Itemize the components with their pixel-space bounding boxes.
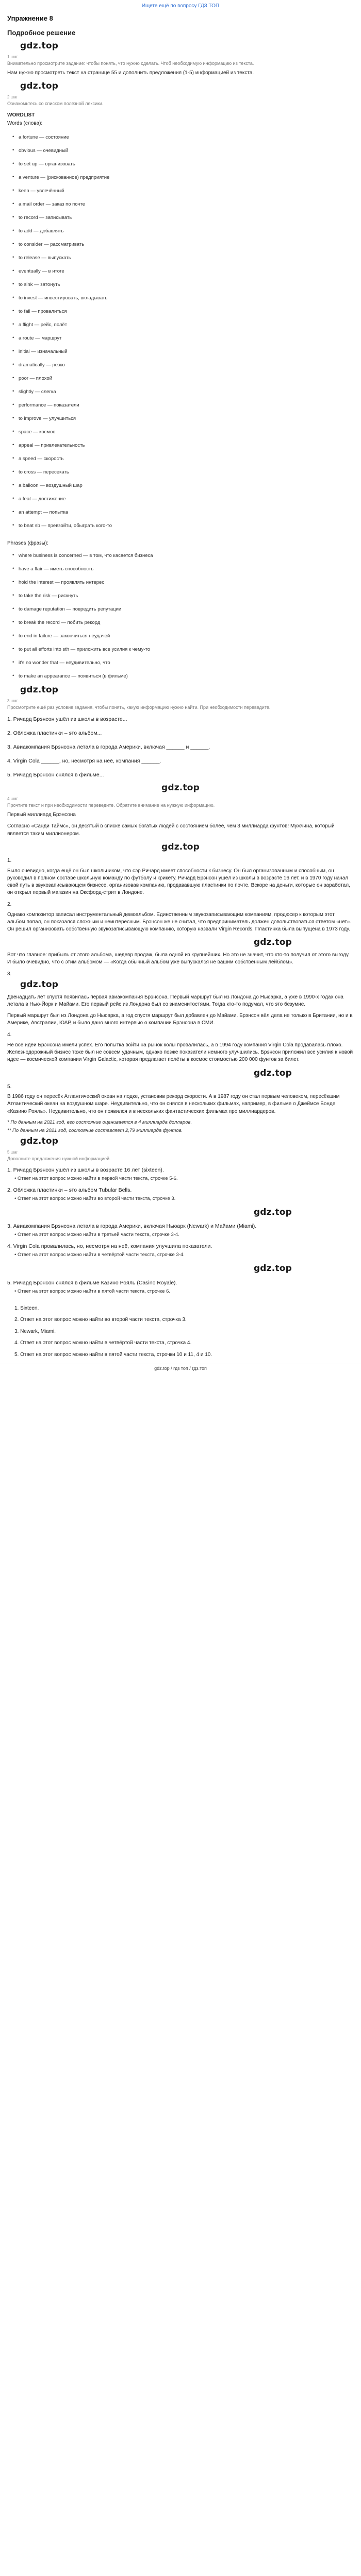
reading-paragraph: Не все идеи Брэнсона имели успех. Его попытка войти на рынок колы провалилась, а в 1994 году компания Virgin Cola продавалась плохо. Железнодорожный бизнес тоже был не совсем удачным, однако позже показатели немного улучшились. Брэнсон приложил все усилия к новой идее — космической компании Virgin Galactic, которая предлагает полёты в космос стоимостью 200 000 фунтов за билет. — [7, 1042, 353, 1063]
top-link-bar — [0, 0, 361, 13]
list-item: • to beat sb — превзойти, обыграть кого-то — [14, 520, 354, 533]
list-item: • performance — показатели — [14, 399, 354, 413]
answer-line: 2. Ответ на этот вопрос можно найти во второй части текста, строчка 3. — [14, 1317, 187, 1323]
footnote: * По данным на 2021 год, его состояние оценивается в 4 миллиарда долларов. — [7, 1119, 192, 1125]
list-item: • to damage reputation — повредить репутации — [14, 603, 354, 617]
answer-line: 4. Ответ на этот вопрос можно найти в четвёртой части текста, строчка 4. — [14, 1340, 192, 1346]
answer-line: 3. Newark, Miami. — [14, 1328, 56, 1334]
watermark: gdz.top — [20, 40, 59, 51]
watermark: gdz.top — [253, 1207, 292, 1218]
footnote: ** По данным на 2021 год, состояние составляет 2,79 миллиарда фунтов. — [7, 1127, 183, 1133]
step-1-label: 1 шаг — [7, 54, 18, 59]
main-content — [0, 14, 361, 1361]
list-item: • eventually — в итоге — [14, 265, 354, 279]
step-5-note: Дополните предложения нужной информацией. — [7, 1156, 111, 1161]
answer-explanation: • Ответ на этот вопрос можно найти во второй части текста, строчке 3. — [14, 1196, 354, 1202]
task-item: 2. Обложка пластинки – это альбом... — [7, 730, 102, 736]
solution-title: Подробное решение — [7, 29, 76, 37]
list-item: • appeal — привлекательность — [14, 439, 354, 453]
list-item: • to sink — затонуть — [14, 279, 354, 292]
list-item: • dramatically — резко — [14, 359, 354, 372]
answer-sentence: 5. Ричард Брэнсон снялся в фильме Казино Рояль (Casino Royale). — [7, 1279, 177, 1286]
list-item: • hold the interest — проявлять интерес — [14, 577, 354, 590]
list-item: • a mail order — заказ по почте — [14, 198, 354, 212]
list-item: • to consider — рассматривать — [14, 239, 354, 252]
list-item: • a flight — рейс, полёт — [14, 319, 354, 332]
watermark: gdz.top — [161, 782, 200, 793]
reading-paragraph: Двенадцать лет спустя появилась первая авиакомпания Брэнсона. Первый маршрут был из Лондона до Ньюарка, а уже в 1990-х годах она летала в Нью-Йорк и Майами. Его первый рейс из Лондона был со знаменитостями. Тогда кто-то подумал, что это безумие. — [7, 994, 343, 1007]
watermark: gdz.top — [253, 937, 292, 948]
task-list — [7, 713, 354, 783]
reading-intro: Согласно «Санди Таймс», он десятый в списке самых богатых людей с состоянием более, чем 3 миллиарда фунтов! Мужчина, который является таким миллионером. — [7, 823, 335, 837]
list-item: • a feat — достижение — [14, 493, 354, 506]
list-item: • to break the record — побить рекорд — [14, 617, 354, 630]
step-2-label: 2 шаг — [7, 95, 18, 100]
list-item: • a fortune — состояние — [14, 131, 354, 145]
reading-title: Первый миллиард Брэнсона — [7, 812, 76, 818]
list-item: • to invest — инвестировать, вкладывать — [14, 292, 354, 306]
list-item: • a speed — скорость — [14, 453, 354, 466]
list-item: • an attempt — попытка — [14, 506, 354, 520]
list-item: • to take the risk — рискнуть — [14, 590, 354, 603]
watermark: gdz.top — [20, 979, 59, 990]
list-item: • to put all efforts into sth — приложить все усилия к чему-то — [14, 643, 354, 657]
step-4-note: Прочтите текст и при необходимости переведите. Обратите внимание на нужную информацию. — [7, 802, 215, 808]
words-heading: Words (слова): — [7, 121, 43, 127]
reading-paragraph: Вот что главное: прибыль от этого альбома, шедевр продаж, была одной из крупнейших. Но это не значит, что кто-то получил от этого выгоду. И было очевидно, что с этим альбомом — «Когда обычный альбом уже выпускался не вашим собственным лейблом». — [7, 952, 350, 965]
list-item: • space — космос — [14, 426, 354, 439]
reading-paragraph: В 1986 году он пересёк Атлантический океан на лодке, установив рекорд скорости. А в 1987 году он стал первым человеком, пересёкшим Атлантический океан на воздушном шаре. Неудивительно, что он снялся в нескольких фильмах, например, в фильме о Джеймсе Бонде «Казино Рояль». Неудивительно, что он появился и в нескольких фантастических фильмах про миллиардеров. — [7, 1094, 340, 1114]
paragraph-number: 4. — [7, 1032, 12, 1038]
watermark: gdz.top — [253, 1067, 292, 1078]
list-item: • to set up — организовать — [14, 158, 354, 172]
wordlist-title: WORDLIST — [7, 112, 35, 118]
words-list — [7, 131, 354, 533]
list-item: • to record — записывать — [14, 212, 354, 225]
watermark: gdz.top — [20, 1136, 59, 1146]
answer-explanation: • Ответ на этот вопрос можно найти в первой части текста, строчке 5-6. — [14, 1176, 354, 1182]
watermark: gdz.top — [161, 841, 200, 852]
paragraph-number: 3. — [7, 971, 12, 977]
watermark: gdz.top — [20, 81, 59, 92]
task-item: 1. Ричард Брэнсон ушёл из школы в возрасте... — [7, 716, 127, 722]
list-item: • slightly — слегка — [14, 386, 354, 399]
list-item: • have a flair — иметь способность — [14, 563, 354, 577]
list-item: • obvious — очевидный — [14, 145, 354, 158]
answer-explanation: • Ответ на этот вопрос можно найти в пятой части текста, строчке 6. — [14, 1289, 354, 1295]
step-4-label: 4 шаг — [7, 796, 18, 801]
list-item: • to fail — провалиться — [14, 306, 354, 319]
list-item: • poor — плохой — [14, 372, 354, 386]
answer-explanation: • Ответ на этот вопрос можно найти в третьей части текста, строчке 3-4. — [14, 1232, 354, 1238]
step-1-note: Внимательно просмотрите задание: чтобы понять, что нужно сделать. Чтоб необходимую информацию из текста. — [7, 60, 254, 66]
list-item: • a venture — (рискованное) предприятие — [14, 172, 354, 185]
watermark: gdz.top — [253, 1263, 292, 1274]
task-item: 3. Авиакомпания Брэнсона летала в города Америки, включая ______ и ______. — [7, 743, 210, 750]
step-2-note: Ознакомьтесь со списком полезной лексики. — [7, 101, 104, 107]
watermark: gdz.top — [20, 685, 59, 696]
search-link[interactable]: Ищете ещё по вопросу ГДЗ ТОП — [141, 3, 220, 9]
reading-paragraph: Однако композитор записал инструментальный демоальбом. Единственным звукозаписывающим компаниям, продюсер к которым этот альбом попал, он показался сложным и неинтересным. Брэнсон же не считал, что предприниматель должен довольствоваться ответом «нет». Он решил организовать собственную звукозаписывающую компанию, которую назвали Virgin Records. Пластинка была выпущена в 1973 году. — [7, 911, 352, 933]
phrases-heading: Phrases (фразы): — [7, 540, 48, 546]
step-1-text: Нам нужно просмотреть текст на странице 55 и дополнить предложения (1-5) информацией из текста. — [7, 70, 254, 76]
answer-sentence: 4. Virgin Cola провалилась, но, несмотря на неё, компания улучшила показатели. — [7, 1243, 212, 1250]
list-item: • initial — изначальный — [14, 346, 354, 359]
list-item: • to improve — улучшиться — [14, 413, 354, 426]
reading-paragraph: Было очевидно, когда ещё он был школьником, что сэр Ричард имеет способности к бизнесу. Он был организованным и способным, он руководил в полном составе школьную команду по футболу и крикету. Ричард Брэнсон ушёл из школы в возрасте 16 лет, и в 1970 году начал свой путь в звукозаписывающем бизнесе, организовав компанию, продававшую пластинки по почте. Вскоре на деньги, которые он заработал, он открыл первый магазин на Оксфорд-стрит в Лондоне. — [7, 868, 350, 896]
step-3-note: Просмотрите ещё раз условие задания, чтобы понять, какую информацию нужно найти. При необходимости переведите. — [7, 705, 271, 710]
list-item: • to add — добавлять — [14, 225, 354, 239]
answer-sentence: 2. Обложка пластинки – это альбом Tubular Bells. — [7, 1187, 132, 1194]
paragraph-number: 2. — [7, 902, 12, 908]
task-item: 4. Virgin Cola ______, но, несмотря на неё, компания ______. — [7, 757, 161, 764]
step-5-label: 5 шаг — [7, 1149, 18, 1155]
list-item: • to end in failure — закончиться неудачей — [14, 630, 354, 643]
paragraph-number: 1. — [7, 858, 12, 863]
bottom-bar: gdz.top / гдз топ / гдз.топ — [0, 1364, 361, 1373]
exercise-title: Упражнение 8 — [7, 14, 53, 22]
answer-explanation: • Ответ на этот вопрос можно найти в четвёртой части текста, строчке 3-4. — [14, 1252, 354, 1258]
list-item: • keen — увлечённый — [14, 185, 354, 198]
list-item: • to make an appearance — появиться (в фильме) — [14, 670, 354, 684]
reading-paragraph: Первый маршрут был из Лондона до Ньюарка, а год спустя маршрут был добавлен до Майами. Брэнсон вёл дела не только в Британии, но и в Америке, Австралии, ЮАР, и было дано много интервью о компании Брэнсона в СМИ. — [7, 1013, 353, 1026]
list-item: • a route — маршрут — [14, 332, 354, 346]
task-item: 5. Ричард Брэнсон снялся в фильме... — [7, 771, 104, 778]
answer-line: 1. Sixteen. — [14, 1305, 39, 1311]
list-item: • it's no wonder that — неудивительно, что — [14, 657, 354, 670]
answer-sentence: 3. Авиакомпания Брэнсона летала в города Америки, включая Ньюарк (Newark) и Майами (Miami). — [7, 1223, 257, 1230]
list-item: • to cross — пересекать — [14, 466, 354, 480]
final-answers — [7, 1303, 354, 1361]
answer-line: 5. Ответ на этот вопрос можно найти в пятой части текста, строчки 10 и 11, 4 и 10. — [14, 1351, 212, 1358]
list-item: • where business is concerned — в том, что касается бизнеса — [14, 550, 354, 563]
phrases-list — [7, 550, 354, 684]
paragraph-number: 5. — [7, 1083, 12, 1090]
answer-sentence: 1. Ричард Брэнсон ушёл из школы в возрасте 16 лет (sixteen). — [7, 1167, 164, 1174]
list-item: • to release — выпускать — [14, 252, 354, 265]
step-3-label: 3 шаг — [7, 699, 18, 704]
list-item: • a balloon — воздушный шар — [14, 480, 354, 493]
